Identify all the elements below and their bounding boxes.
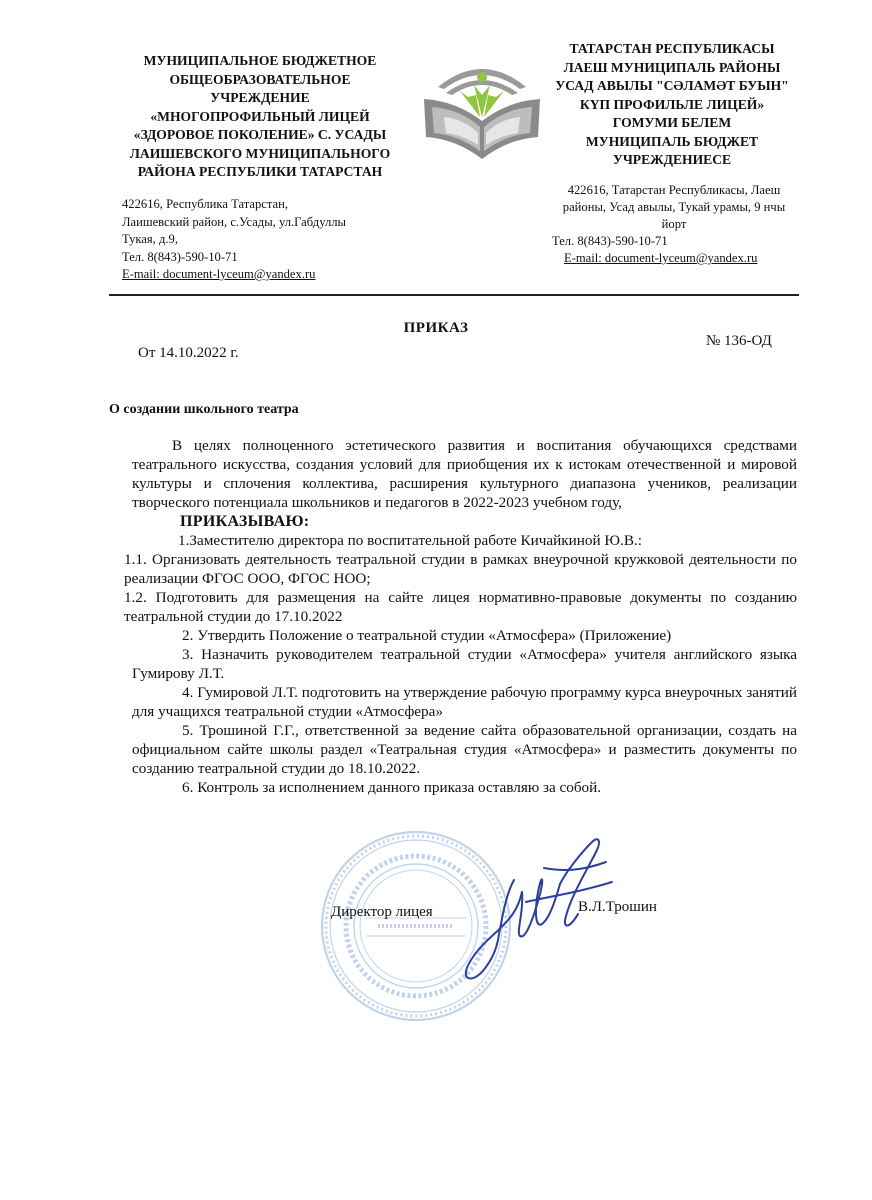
address-ru bbox=[122, 196, 412, 284]
order-item-1-1: 1.1. Организовать деятельность театральной студии в рамках внеурочной кружковой деятельности по реализации ФГОС ООО, ФГОС НОО; bbox=[124, 551, 797, 587]
org-ru-line: «МНОГОПРОФИЛЬНЫЙ ЛИЦЕЙ bbox=[150, 108, 370, 124]
header-org-tt bbox=[552, 40, 792, 170]
org-tt-line: ЛАЕШ МУНИЦИПАЛЬ РАЙОНЫ bbox=[563, 59, 781, 75]
order-item-2: 2. Утвердить Положение о театральной студии «Атмосфера» (Приложение) bbox=[182, 627, 672, 644]
order-item-6: 6. Контроль за исполнением данного приказа оставляю за собой. bbox=[182, 779, 602, 796]
header-divider bbox=[109, 294, 799, 296]
address-line: 422616, Республика Татарстан, bbox=[122, 197, 288, 211]
lyceum-logo bbox=[416, 55, 548, 165]
org-ru-line: УЧРЕЖДЕНИЕ bbox=[210, 90, 310, 105]
org-tt-line: УЧРЕЖДЕНИЕСЕ bbox=[612, 152, 732, 167]
org-tt-line: УСАД АВЫЛЫ "СӘЛАМӘТ БУЫН" bbox=[555, 78, 789, 93]
org-tt-line: ГОМУМИ БЕЛЕМ bbox=[612, 115, 732, 130]
order-number: № 136-ОД bbox=[706, 333, 772, 349]
order-subject: О создании школьного театра bbox=[109, 402, 299, 417]
org-tt-line: ТАТАРСТАН РЕСПУБЛИКАСЫ bbox=[569, 41, 775, 56]
order-item-1-2: 1.2. Подготовить для размещения на сайте лицея нормативно-правовые документы по созданию театральной студии до 17.10.2022 bbox=[124, 589, 797, 625]
order-title: ПРИКАЗ bbox=[403, 320, 469, 336]
order-body bbox=[124, 436, 797, 797]
phone-tt: Тел. 8(843)-590-10-71 bbox=[552, 234, 668, 248]
order-item-3: 3. Назначить руководителем театральной студии «Атмосфера» учителя английского языка Гумирову Л.Т. bbox=[132, 646, 797, 682]
email-link-tt[interactable]: E-mail: document-lyceum@yandex.ru bbox=[564, 251, 758, 265]
org-ru-line: «ЗДОРОВОЕ ПОКОЛЕНИЕ» С. УСАДЫ bbox=[133, 127, 387, 142]
address-line: Лаишевский район, с.Усады, ул.Габдуллы bbox=[122, 214, 346, 229]
order-item-4: 4. Гумировой Л.Т. подготовить на утверждение рабочую программу курса внеурочных занятий для учащихся театральной студии «Атмосфера» bbox=[132, 684, 797, 720]
address-tt bbox=[552, 182, 796, 267]
intro-paragraph: В целях полноценного эстетического развития и воспитания обучающихся средствами театрального искусства, создания условий для приобщения их к истокам отечественной и мировой культуры и сплочения коллектива, расширения культурного диапазона учеников, реализации творческого потенциала школьников и педагогов в 2022-2023 учебном году, bbox=[132, 437, 797, 511]
order-item-5: 5. Трошиной Г.Г., ответственной за ведение сайта образовательной организации, создать на официальном сайте школы раздел «Театральная студия «Атмосфера» и разместить документы по созданию театральной студии до 18.10.2022. bbox=[132, 722, 797, 777]
signatory-position: Директор лицея bbox=[331, 904, 433, 920]
order-item-1: 1.Заместителю директора по воспитательной работе Кичайкиной Ю.В.: bbox=[178, 532, 642, 549]
email-link-ru[interactable]: E-mail: document-lyceum@yandex.ru bbox=[122, 267, 316, 281]
org-ru-line: РАЙОНА РЕСПУБЛИКИ ТАТАРСТАН bbox=[137, 164, 383, 179]
order-date: От 14.10.2022 г. bbox=[138, 345, 239, 361]
address-line: районы, Усад авылы, Тукай урамы, 9 нчы bbox=[562, 200, 786, 214]
org-ru-line: ЛАИШЕВСКОГО МУНИЦИПАЛЬНОГО bbox=[129, 145, 391, 161]
address-line: йорт bbox=[661, 217, 687, 231]
header-org-ru bbox=[112, 52, 408, 182]
phone-ru: Тел. 8(843)-590-10-71 bbox=[122, 249, 238, 264]
org-tt-line: МУНИЦИПАЛЬ БЮДЖЕТ bbox=[585, 133, 759, 149]
address-line: 422616, Татарстан Республикасы, Лаеш bbox=[567, 183, 781, 197]
signatory-name: В.Л.Трошин bbox=[578, 899, 657, 915]
address-line: Тукая, д.9, bbox=[122, 232, 178, 246]
org-ru-line: МУНИЦИПАЛЬНОЕ БЮДЖЕТНОЕ bbox=[143, 53, 377, 68]
org-tt-line: КҮП ПРОФИЛЬЛЕ ЛИЦЕЙ» bbox=[579, 96, 765, 112]
prikazyvayu-heading: ПРИКАЗЫВАЮ: bbox=[180, 513, 310, 530]
org-ru-line: ОБЩЕОБРАЗОВАТЕЛЬНОЕ bbox=[169, 71, 351, 87]
